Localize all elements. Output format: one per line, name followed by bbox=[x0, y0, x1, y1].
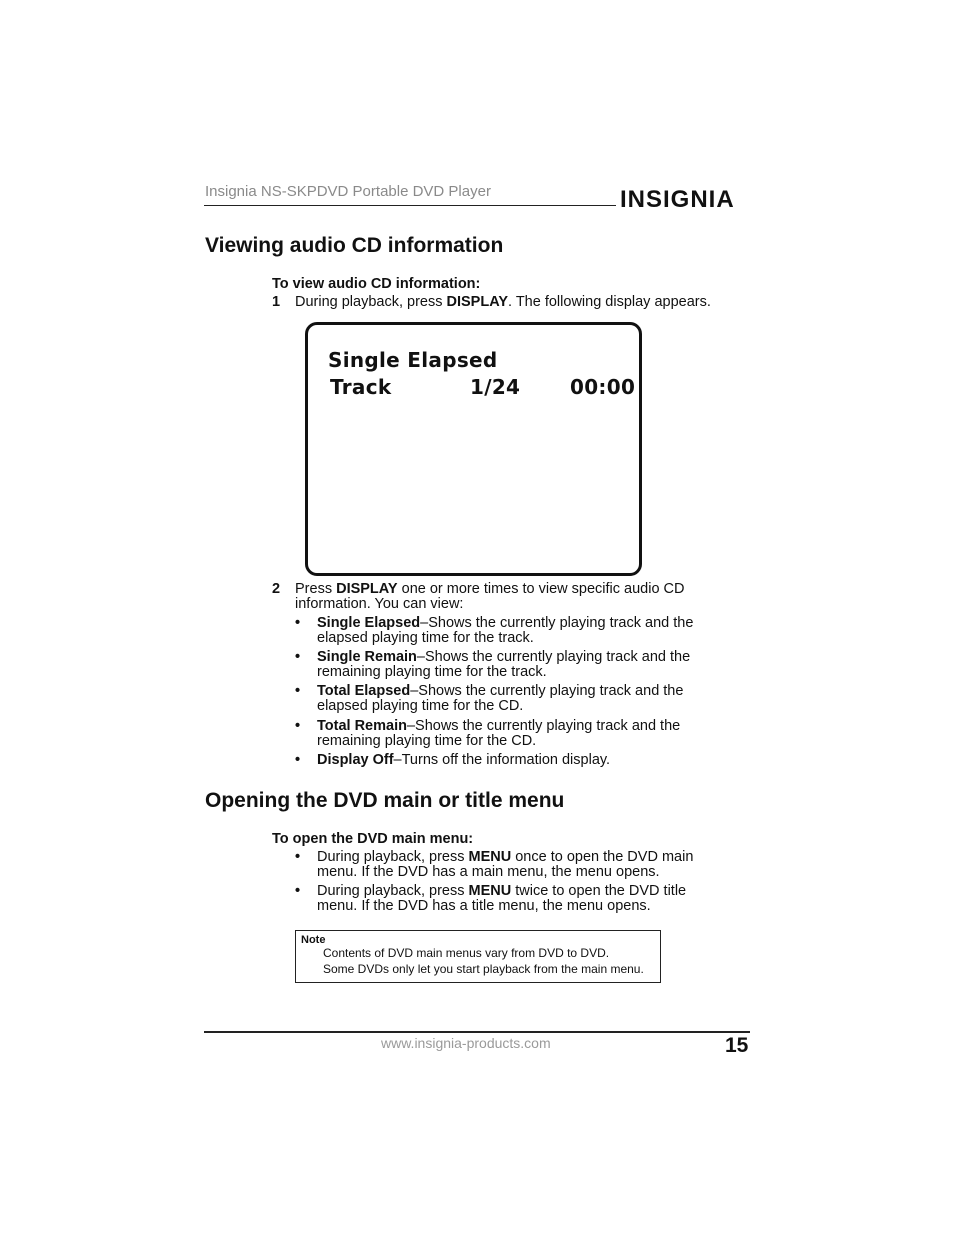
step-1-text bbox=[295, 295, 711, 310]
step-2-text bbox=[295, 582, 735, 612]
list-item-term: Single Elapsed bbox=[317, 615, 421, 631]
list-item-desc-cont: remaining playing time for the CD. bbox=[317, 733, 537, 749]
footer-url: www.insignia-products.com bbox=[381, 1035, 551, 1051]
bullet-glyph: • bbox=[295, 752, 301, 768]
list-item-display-off bbox=[317, 753, 610, 768]
step-2-number: 2 bbox=[272, 581, 281, 597]
list-item-desc-cont: elapsed playing time for the track. bbox=[317, 630, 534, 646]
bullet-glyph: • bbox=[295, 683, 301, 699]
list-item-pre: During playback, press bbox=[317, 883, 469, 899]
list-item-desc-cont: menu. If the DVD has a main menu, the menu opens. bbox=[317, 864, 660, 880]
step-1-key: DISPLAY bbox=[446, 294, 509, 310]
list-item-single-elapsed bbox=[317, 616, 693, 646]
screen-mode-title: Single Elapsed bbox=[328, 348, 498, 372]
note-line-1: Contents of DVD main menus vary from DVD to DVD. bbox=[323, 946, 610, 960]
list-item-term: Total Elapsed bbox=[317, 683, 411, 699]
bullet-glyph: • bbox=[295, 849, 301, 865]
logo-text: INSIGNIA bbox=[620, 186, 735, 213]
step-2-key: DISPLAY bbox=[336, 581, 398, 597]
list-item-key: MENU bbox=[468, 883, 512, 899]
footer-rule bbox=[204, 1031, 750, 1033]
step-2-pre: Press bbox=[295, 581, 337, 597]
bullet-glyph: • bbox=[295, 649, 301, 665]
note-line-2: Some DVDs only let you start playback from the main menu. bbox=[323, 962, 644, 976]
list-item-term: Display Off bbox=[317, 752, 394, 768]
list-item-desc: –Shows the currently playing track and the bbox=[416, 649, 691, 665]
page-number: 15 bbox=[725, 1034, 749, 1057]
note-label: Note bbox=[301, 934, 326, 946]
list-item-desc: once to open the DVD main bbox=[511, 849, 694, 865]
list-item-key: MENU bbox=[468, 849, 512, 865]
step-1-post: . The following display appears. bbox=[508, 294, 711, 310]
screen-elapsed-time: 00:00 bbox=[570, 375, 636, 399]
list-item-main-menu bbox=[317, 850, 693, 880]
bullet-glyph: • bbox=[295, 883, 301, 899]
screen-track-number: 1/24 bbox=[470, 375, 521, 399]
procedure-heading-audio: To view audio CD information: bbox=[272, 276, 481, 292]
list-item-desc: –Turns off the information display. bbox=[393, 752, 611, 768]
insignia-logo bbox=[620, 180, 752, 216]
list-item-title-menu bbox=[317, 884, 686, 914]
step-2-post: one or more times to view specific audio CD information. You can view: bbox=[295, 581, 685, 612]
section-heading-dvd-menu: Opening the DVD main or title menu bbox=[205, 789, 565, 812]
list-item-desc: twice to open the DVD title bbox=[511, 883, 687, 899]
list-item-desc: –Shows the currently playing track and the bbox=[410, 683, 684, 699]
header-rule bbox=[204, 205, 616, 206]
list-item-desc-cont: menu. If the DVD has a title menu, the menu opens. bbox=[317, 898, 651, 914]
list-item-single-remain bbox=[317, 650, 690, 680]
list-item-total-remain bbox=[317, 719, 680, 749]
bullet-glyph: • bbox=[295, 718, 301, 734]
list-item-desc-cont: remaining playing time for the track. bbox=[317, 664, 547, 680]
section-heading-audio-cd: Viewing audio CD information bbox=[205, 234, 504, 257]
list-item-term: Total Remain bbox=[317, 718, 407, 734]
bullet-glyph: • bbox=[295, 615, 301, 631]
list-item-term: Single Remain bbox=[317, 649, 417, 665]
list-item-desc: –Shows the currently playing track and the bbox=[420, 615, 694, 631]
procedure-heading-dvd: To open the DVD main menu: bbox=[272, 831, 474, 847]
list-item-pre: During playback, press bbox=[317, 849, 469, 865]
running-header-title: Insignia NS-SKPDVD Portable DVD Player bbox=[205, 183, 491, 200]
list-item-desc-cont: elapsed playing time for the CD. bbox=[317, 698, 524, 714]
step-1-pre: During playback, press bbox=[295, 294, 447, 310]
list-item-desc: –Shows the currently playing track and the bbox=[406, 718, 681, 734]
step-1-number: 1 bbox=[272, 294, 281, 310]
screen-track-label: Track bbox=[330, 375, 392, 399]
list-item-total-elapsed bbox=[317, 684, 683, 714]
